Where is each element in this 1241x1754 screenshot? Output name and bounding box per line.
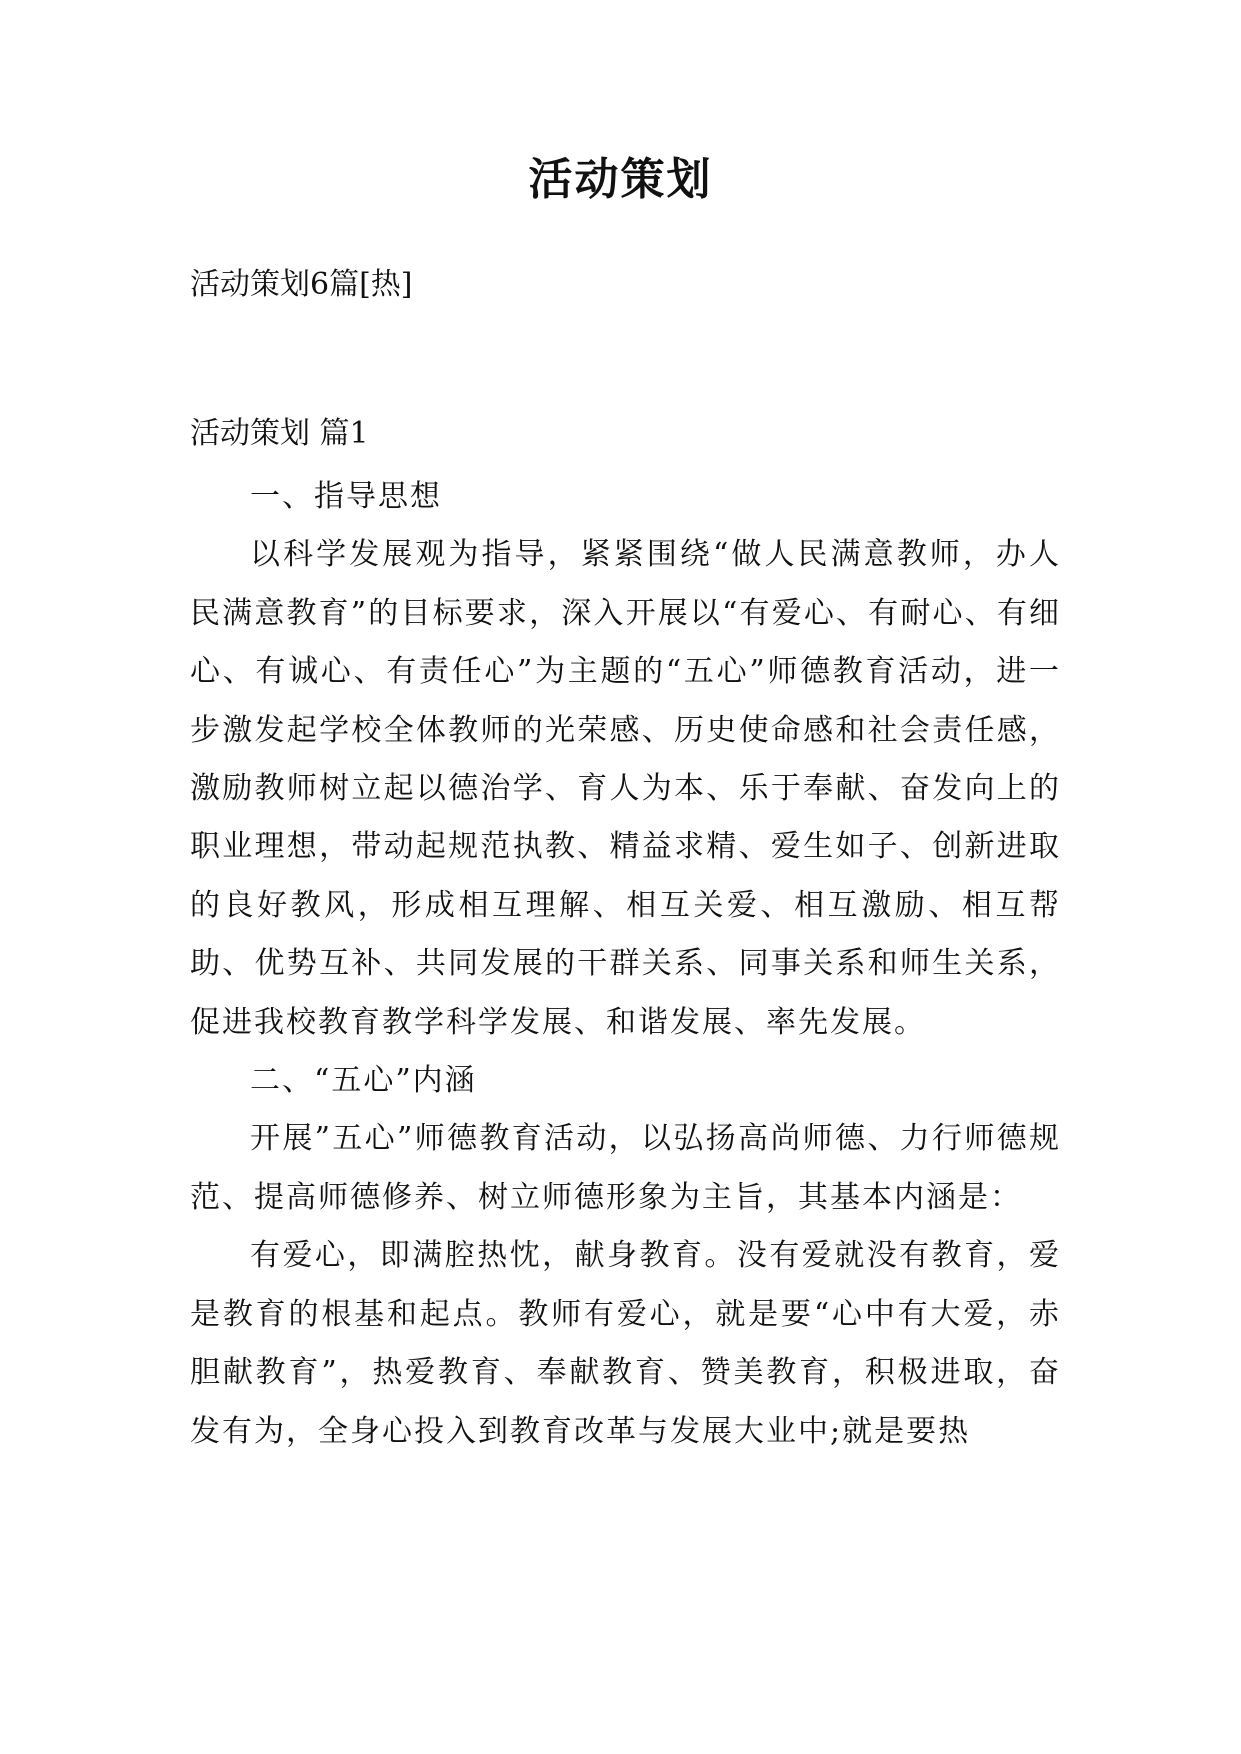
document-title: 活动策划: [528, 154, 713, 205]
document-body: [190, 468, 1061, 1461]
paragraph-five-hearts-intro: 开展”五心”师德教育活动，以弘扬高尚师德、力行师德规范、提高师德修养、树立师德形象为主旨，其基本内涵是：: [190, 1121, 1061, 1215]
heading-guiding-ideology: 一、指导思想: [250, 479, 442, 514]
document-subtitle: 活动策划6篇[热]: [190, 267, 413, 302]
section-label: 活动策划 篇1: [190, 416, 369, 451]
paragraph-love-heart: 有爱心，即满腔热忱，献身教育。没有爱就没有教育，爱是教育的根基和起点。教师有爱心，就是要“心中有大爱，赤胆献教育”，热爱教育、奉献教育、赞美教育，积极进取，奋发有为，全身心投入到教育改革与发展大业中;就是要热: [190, 1238, 1061, 1449]
heading-five-hearts: 二、“五心”内涵: [250, 1063, 477, 1099]
paragraph-guiding-ideology: 以科学发展观为指导，紧紧围绕“做人民满意教师，办人民满意教育”的目标要求，深入开展以“有爱心、有耐心、有细心、有诚心、有责任心”为主题的“五心”师德教育活动，进一步激发起学校全体教师的光荣感、历史使命感和社会责任感，激励教师树立起以德治学、育人为本、乐于奉献、奋发向上的职业理想，带动起规范执教、精益求精、爱生如子、创新进取的良好教风，形成相互理解、相互关爱、相互激励、相互帮助、优势互补、共同发展的干群关系、同事关系和师生关系，促进我校教育教学科学发展、和谐发展、率先发展。: [190, 537, 1061, 1040]
